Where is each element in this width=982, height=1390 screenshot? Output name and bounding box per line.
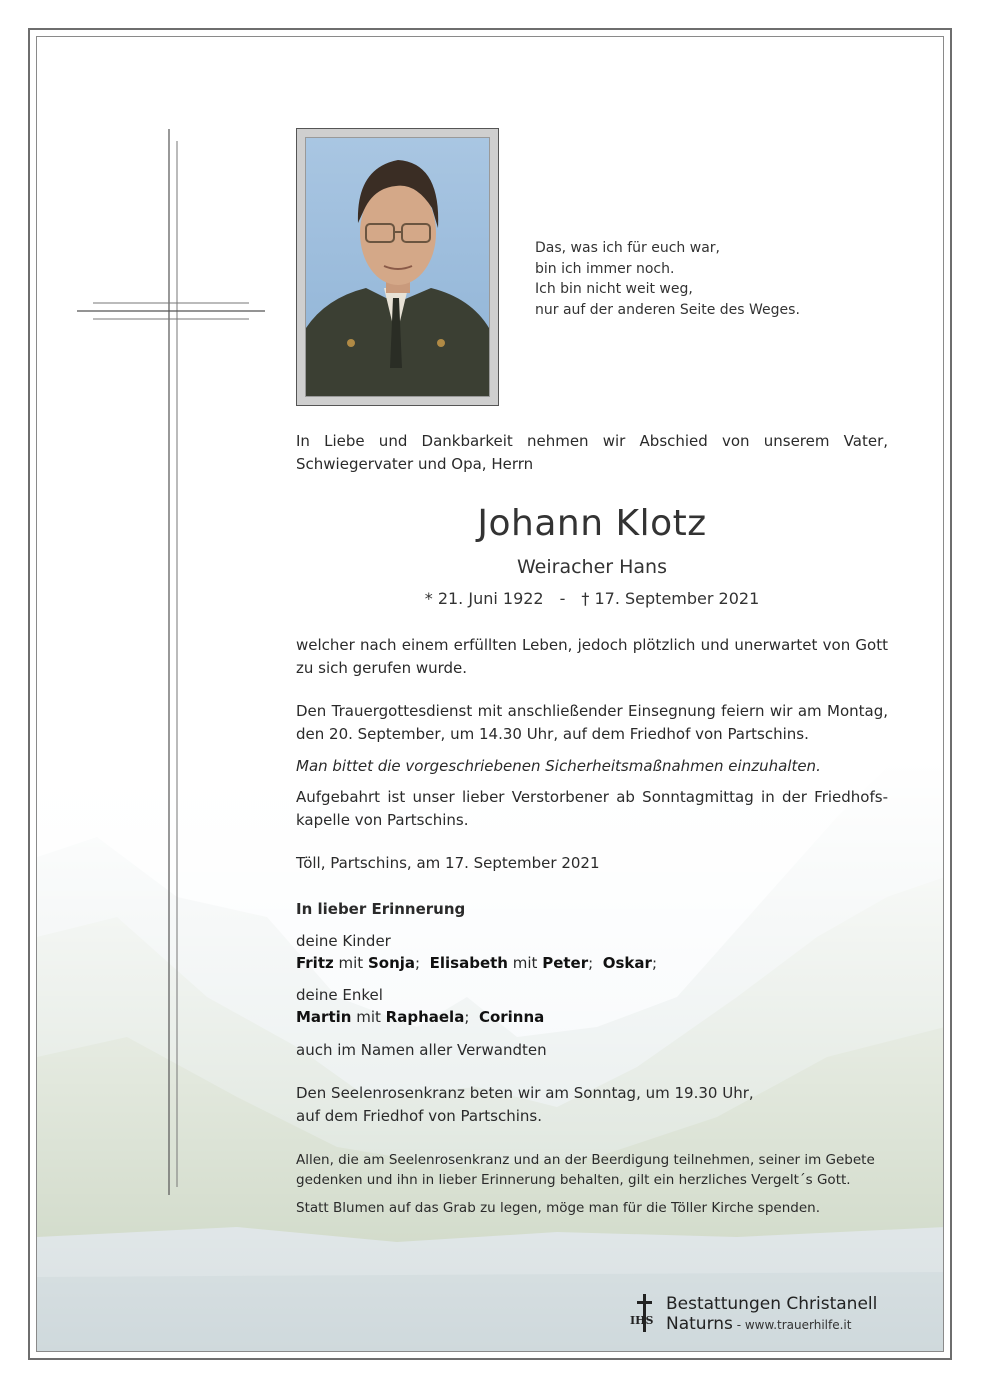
poem-line: Ich bin nicht weit weg, (535, 281, 693, 297)
separator: ; (415, 954, 421, 972)
rosary-text (296, 1082, 888, 1128)
child-name: Oskar (602, 954, 652, 972)
portrait-photo (305, 137, 490, 397)
child-name: Elisabeth (429, 954, 508, 972)
flowers-text: Statt Blumen auf das Grab zu legen, möge man für die Töller Kirche spenden. (296, 1200, 820, 1216)
remembrance-heading: In lieber Erinnerung (296, 900, 466, 918)
separator: ; (464, 1008, 470, 1026)
thanks-text: Allen, die am Seelenrosenkranz und an der Beerdigung teilnehmen, seiner im Gebete gedenken und ihn in lieber Erinnerung behalten, gilt ein herzliches Vergelt´s Gott. (296, 1152, 875, 1188)
grandchild-partner-name: Raphaela (385, 1008, 465, 1026)
death-date: † 17. September 2021 (581, 589, 760, 608)
connector: mit (512, 954, 538, 972)
grandchild-name: Martin (296, 1008, 352, 1026)
rosary-line: Den Seelenrosenkranz beten wir am Sonntag, um 19.30 Uhr, (296, 1084, 754, 1102)
separator: ; (588, 954, 594, 972)
children-names (296, 952, 888, 975)
poem-line: Das, was ich für euch war, (535, 240, 720, 256)
rosary-line: auf dem Friedhof von Partschins. (296, 1107, 542, 1125)
funeral-home-name: Bestattungen Christanell (666, 1294, 878, 1314)
town: Naturns (666, 1314, 733, 1334)
child-name: Fritz (296, 954, 334, 972)
grandchildren-names (296, 1006, 888, 1029)
connector: mit (356, 1008, 381, 1026)
person-silhouette-icon (306, 138, 489, 396)
connector: mit (338, 954, 364, 972)
laid-out-text: Aufgebahrt ist unser lieber Verstorbener ab Sonntagmittag in der Friedhofskapelle von Partschins. (296, 788, 888, 829)
intro-text: In Liebe und Dankbarkeit nehmen wir Abschied von unserem Vater, Schwiegervater und Opa, Herrn (296, 432, 888, 473)
portrait-frame (296, 128, 499, 406)
children-label: deine Kinder (296, 932, 391, 950)
funeral-home-town (666, 1314, 851, 1334)
separator: ; (651, 954, 657, 972)
deceased-nickname: Weiracher Hans (517, 556, 667, 578)
safety-note: Man bittet die vorgeschriebenen Sicherheitsmaßnahmen einzuhalten. (296, 757, 821, 775)
funeral-service-text: Den Trauergottesdienst mit anschließender Einsegnung feiern wir am Montag, den 20. September, um 14.30 Uhr, auf dem Friedhof von Partschins. (296, 702, 888, 743)
date-separator: - (559, 589, 566, 608)
deceased-name: Johann Klotz (477, 503, 707, 544)
life-dates (296, 589, 888, 608)
death-text: welcher nach einem erfüllten Leben, jedoch plötzlich und unerwartet von Gott zu sich gerufen wurde. (296, 636, 888, 677)
grandchildren-label: deine Enkel (296, 986, 383, 1004)
poem-line: bin ich immer noch. (535, 260, 675, 277)
svg-text:IHS: IHS (630, 1314, 654, 1327)
grandchild-name: Corinna (478, 1008, 545, 1026)
spouse-name: Peter (542, 954, 589, 972)
spouse-name: Sonja (367, 954, 416, 972)
place-date: Töll, Partschins, am 17. September 2021 (296, 854, 600, 872)
funeral-home-logo (628, 1292, 928, 1338)
poem-line: nur auf der anderen Seite des Weges. (535, 301, 800, 318)
relatives-text: auch im Namen aller Verwandten (296, 1041, 547, 1059)
website-link[interactable]: - www.trauerhilfe.it (732, 1318, 852, 1332)
birth-date: * 21. Juni 1922 (424, 589, 544, 608)
ihs-cross-icon (628, 1292, 662, 1334)
poem (535, 238, 865, 320)
